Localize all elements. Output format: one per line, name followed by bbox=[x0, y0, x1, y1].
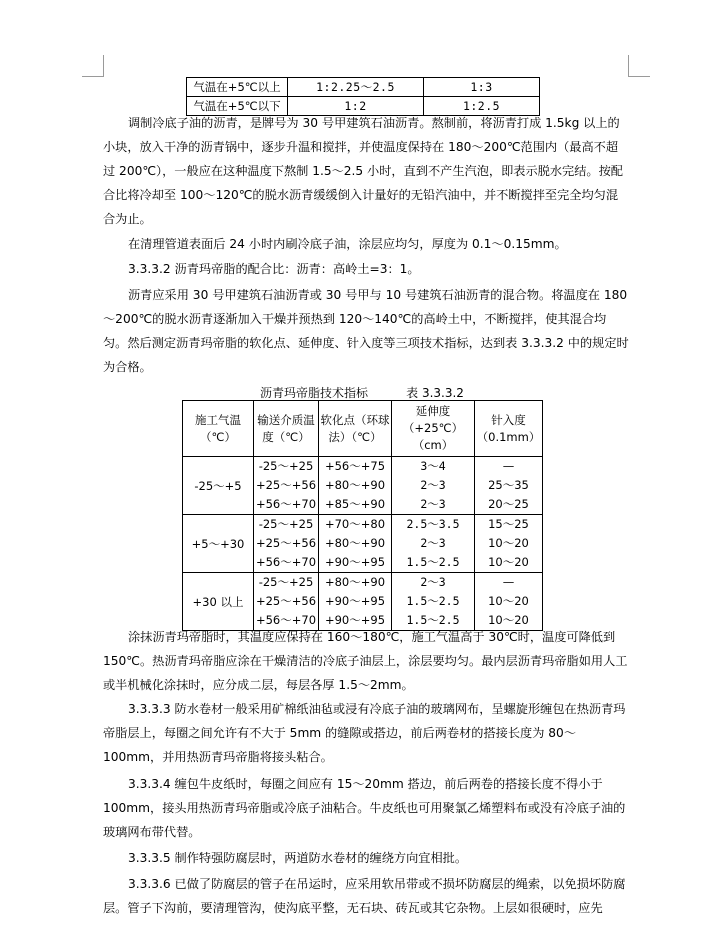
paragraph: 3.3.3.5 制作特强防腐层时，两道防水卷材的缠绕方向宜相批。 bbox=[128, 851, 468, 865]
cell-line: +25～+56 bbox=[255, 594, 317, 608]
table-cell bbox=[254, 573, 319, 631]
cell-line: 25～35 bbox=[488, 478, 529, 492]
cell-line: 10～20 bbox=[488, 613, 529, 627]
cell-line: 10～20 bbox=[488, 536, 529, 550]
paragraph: 调制冷底子油的沥青，是牌号为 30 号甲建筑石油沥青。熬制前，将沥青打成 1.5kg 以上的小块，放入干净的沥青锅中，逐步升温和搅拌，并使温度保持在 180～200℃范围内（最高不超过 200℃），一般应在这种温度下熬制 1.5～2.5 小时，直到不产生汽泡，即表示脱水完结。按配合比将冷却至 100～120℃的脱水沥青缓缓倒入计量好的无铅汽油中，并不断搅拌至完全均匀混合为止。 bbox=[103, 116, 623, 226]
table-cell: 1:2.5 bbox=[424, 97, 540, 116]
cell-line: +56～+75 bbox=[324, 459, 386, 473]
table-caption: 沥青玛帝脂技术指标 表 3.3.3.2 bbox=[260, 386, 464, 400]
cell-line: +56～+70 bbox=[255, 555, 317, 569]
table-cell bbox=[319, 515, 392, 573]
cell-line: -25～+25 bbox=[258, 517, 314, 531]
cell-line: -25～+25 bbox=[258, 459, 314, 473]
header-cell: 针入度（0.1mm） bbox=[475, 401, 543, 457]
cell-line: 10～20 bbox=[488, 555, 529, 569]
cell-line: — bbox=[502, 459, 515, 473]
paragraph: 沥青应采用 30 号甲建筑石油沥青或 30 号甲与 10 号建筑石油沥青的混合物。将温度在 180～200℃的脱水沥青逐渐加入干燥并预热到 120～140℃的高岭土中，不断搅拌，使其混合均匀。然后测定沥青玛帝脂的软化点、延伸度、针入度等三项技术指标，达到表 3.3.3.2 中的规定时为合格。 bbox=[103, 288, 629, 374]
table-cell bbox=[392, 457, 475, 515]
crop-mark bbox=[103, 55, 104, 77]
cell-line: +90～+95 bbox=[324, 613, 386, 627]
cell-line: +85～+90 bbox=[324, 497, 386, 511]
table-cell: +30 以上 bbox=[183, 573, 254, 631]
paragraph: 3.3.3.4 缠包牛皮纸时，每圈之间应有 15～20mm 搭边，前后两卷的搭接长度不得小于 100mm，接头用热沥青玛帝脂或冷底子油粘合。牛皮纸也可用聚氯乙烯塑料布或没有冷底子油的玻璃网布带代替。 bbox=[103, 777, 626, 839]
table-row bbox=[183, 457, 543, 515]
cell-line: +56～+70 bbox=[255, 613, 317, 627]
table-cell bbox=[319, 457, 392, 515]
cell-line: — bbox=[502, 575, 515, 589]
cell-line: +90～+95 bbox=[324, 594, 386, 608]
crop-mark bbox=[82, 76, 104, 77]
cell-line: -25～+25 bbox=[258, 575, 314, 589]
header-cell: 软化点（环球法）（℃） bbox=[319, 401, 392, 457]
table-cell bbox=[475, 573, 543, 631]
table-cell: 1:2.25～2.5 bbox=[288, 78, 424, 97]
table-cell: +5～+30 bbox=[183, 515, 254, 573]
cell-line: +70～+80 bbox=[324, 517, 386, 531]
cell-line: +56～+70 bbox=[255, 497, 317, 511]
cell-line: 1.5～2.5 bbox=[406, 555, 460, 569]
crop-mark bbox=[628, 76, 650, 77]
table-cell: 气温在+5℃以上 bbox=[187, 78, 288, 97]
table-row bbox=[183, 515, 543, 573]
table-cell bbox=[254, 515, 319, 573]
cell-line: +25～+56 bbox=[255, 478, 317, 492]
cell-line: 2～3 bbox=[420, 497, 446, 511]
cell-line: 2～3 bbox=[420, 575, 446, 589]
table-cell bbox=[392, 573, 475, 631]
cell-line: +90～+95 bbox=[324, 555, 386, 569]
cell-line: +80～+90 bbox=[324, 536, 386, 550]
paragraph: 3.3.3.2 沥青玛帝脂的配合比：沥青：高岭土=3：1。 bbox=[128, 262, 420, 276]
table-cell: 气温在+5℃以下 bbox=[187, 97, 288, 116]
cell-line: 1.5～2.5 bbox=[406, 613, 460, 627]
table-row bbox=[183, 573, 543, 631]
cell-line: 2.5～3.5 bbox=[406, 517, 460, 531]
cell-line: 1.5～2.5 bbox=[406, 594, 460, 608]
table-cell bbox=[319, 573, 392, 631]
cell-line: +25～+56 bbox=[255, 536, 317, 550]
header-cell: 延伸度（+25℃）（cm） bbox=[392, 401, 475, 457]
cell-line: 20～25 bbox=[488, 497, 529, 511]
paragraph: 在清理管道表面后 24 小时内刷冷底子油，涂层应均匀，厚度为 0.1～0.15mm。 bbox=[128, 237, 567, 251]
table-cell bbox=[254, 457, 319, 515]
table-cell bbox=[475, 457, 543, 515]
cell-line: 15～25 bbox=[488, 517, 529, 531]
table-cell bbox=[392, 515, 475, 573]
cell-line: 2～3 bbox=[420, 478, 446, 492]
table-cell bbox=[475, 515, 543, 573]
header-cell: 施工气温（℃） bbox=[183, 401, 254, 457]
paragraph: 3.3.3.6 已做了防腐层的管子在吊运时，应采用软吊带或不损坏防腐层的绳索，以免损坏防腐层。管子下沟前，要清理管沟，使沟底平整，无石块、砖瓦或其它杂物。上层如很硬时，应先 bbox=[103, 877, 626, 915]
header-cell: 输送介质温度（℃） bbox=[254, 401, 319, 457]
cell-line: 10～20 bbox=[488, 594, 529, 608]
cell-line: +80～+90 bbox=[324, 575, 386, 589]
table-header-row bbox=[183, 401, 543, 457]
table-cell: 1:3 bbox=[424, 78, 540, 97]
cell-line: 2～3 bbox=[420, 536, 446, 550]
table-row bbox=[187, 78, 540, 97]
table-cell: 1:2 bbox=[288, 97, 424, 116]
cell-line: +80～+90 bbox=[324, 478, 386, 492]
paragraph: 涂抹沥青玛帝脂时，其温度应保持在 160～180℃，施工气温高于 30℃时，温度可降低到 150℃。热沥青玛帝脂应涂在干燥清洁的冷底子油层上，涂层要均匀。最内层沥青玛帝脂如用人工或半机械化涂抹时，应分成二层，每层各厚 1.5～2mm。 bbox=[103, 630, 628, 692]
cell-line: 3～4 bbox=[420, 459, 446, 473]
table-cell: -25～+5 bbox=[183, 457, 254, 515]
asphalt-spec-table bbox=[182, 400, 543, 631]
paragraph: 3.3.3.3 防水卷材一般采用矿棉纸油毡或浸有冷底子油的玻璃网布，呈螺旋形缠包在热沥青玛帝脂层上，每圈之间允许有不大于 5mm 的缝隙或搭边，前后两卷材的搭接长度为 80～100mm，并用热沥青玛帝脂将接头粘合。 bbox=[103, 702, 626, 764]
crop-mark bbox=[628, 55, 629, 77]
